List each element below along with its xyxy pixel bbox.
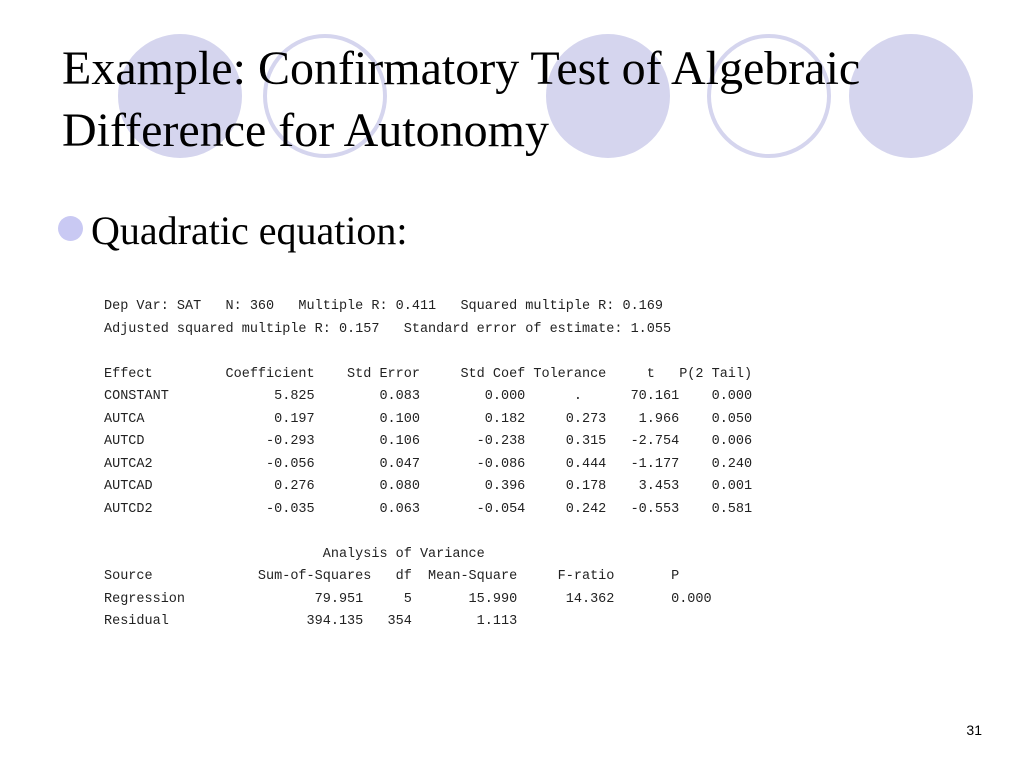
regression-output	[104, 296, 752, 634]
output-line	[104, 341, 752, 364]
output-line	[104, 521, 752, 544]
bullet-dot-icon	[58, 216, 83, 241]
coefficient-row: AUTCAD 0.276 0.080 0.396 0.178 3.453 0.001	[104, 479, 753, 494]
bullet-text: Quadratic equation:	[91, 207, 408, 253]
anova-title: Analysis of Variance	[104, 546, 485, 562]
coefficient-row: AUTCD2 -0.035 0.063 -0.054 0.242 -0.553 0.581	[104, 501, 753, 517]
output-line: Dep Var: SAT N: 360 Multiple R: 0.411 Squared multiple R: 0.169	[104, 299, 663, 314]
coefficient-row: AUTCD -0.293 0.106 -0.238 0.315 -2.754 0.006	[104, 434, 753, 449]
coefficient-row: CONSTANT 5.825 0.083 0.000 . 70.161 0.000	[104, 389, 753, 404]
page-number: 31	[966, 722, 982, 738]
anova-row: Residual 394.135 354 1.113	[104, 614, 518, 629]
coefficient-row: AUTCA2 -0.056 0.047 -0.086 0.444 -1.177 0.240	[104, 456, 753, 472]
output-line: Adjusted squared multiple R: 0.157 Standard error of estimate: 1.055	[104, 321, 672, 337]
anova-table-header: Source Sum-of-Squares df Mean-Square F-ratio P	[104, 569, 680, 584]
slide-title: Example: Confirmatory Test of Algebraic Difference for Autonomy	[62, 42, 861, 157]
coefficient-table-header: Effect Coefficient Std Error Std Coef Tolerance t P(2 Tail)	[104, 366, 753, 382]
anova-row: Regression 79.951 5 15.990 14.362 0.000	[104, 591, 712, 607]
coefficient-row: AUTCA 0.197 0.100 0.182 0.273 1.966 0.050	[104, 411, 753, 427]
bullet-item	[58, 205, 408, 255]
